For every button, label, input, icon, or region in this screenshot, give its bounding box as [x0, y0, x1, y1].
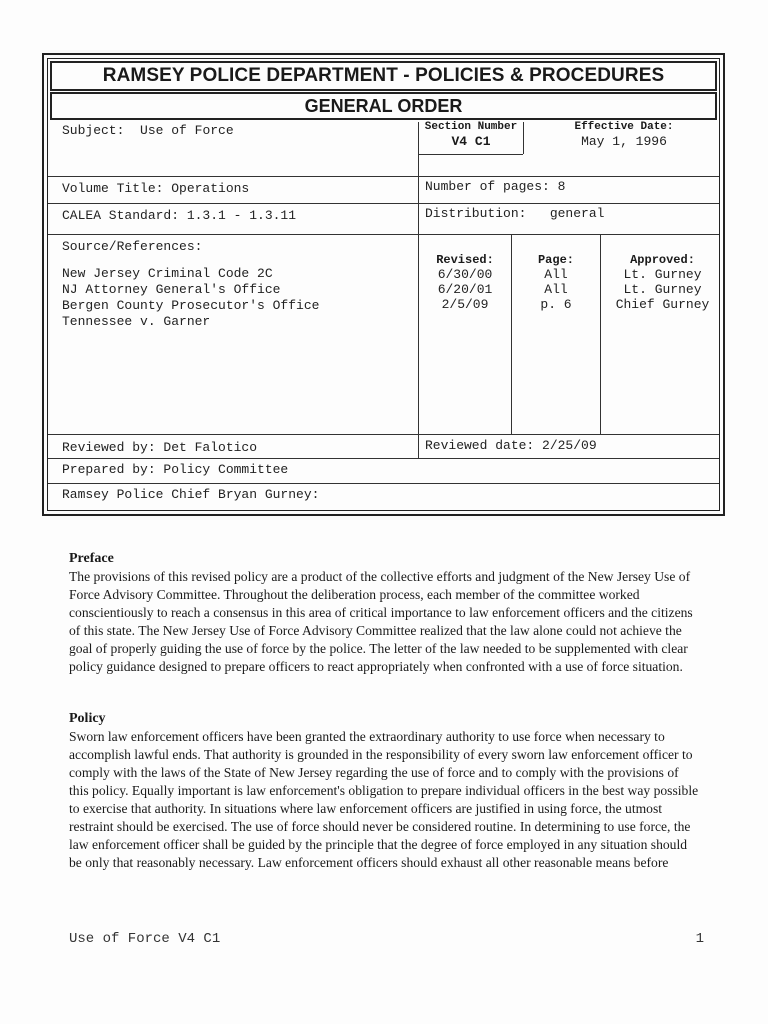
- distribution-field: [425, 206, 604, 221]
- effective-date-label: Effective Date:: [574, 121, 674, 133]
- distribution-label: Distribution:: [425, 206, 527, 221]
- effective-date-field: [524, 121, 724, 149]
- prepared-by: Prepared by: Policy Committee: [62, 462, 289, 477]
- approved-by: Chief Gurney: [615, 297, 710, 312]
- divider: [48, 234, 719, 235]
- preface-section: [69, 550, 699, 676]
- preface-text: The provisions of this revised policy are a product of the collective efforts and judgment of the New Jersey Use of Force Advisory Committee. Throughout the deliberation process, each member of the committee worked conscientiously to reach a consensus in this area of critical importance to law enforcement officers and the citizens of this state. The New Jersey Use of Force Advisory Committee realized that the law alone could not achieve the goal of properly guiding the use of force by the police. The letter of the law needed to be supplemented with clear policy guidance designed to prepare officers to react appropriately when confronted with a use of force situation.: [69, 569, 693, 674]
- revised-date: 6/30/00: [437, 267, 493, 282]
- subject-label: Subject:: [62, 123, 125, 138]
- volume-title: Volume Title: Operations: [62, 181, 250, 196]
- order-type-title: GENERAL ORDER: [50, 92, 717, 120]
- page-column: [512, 253, 600, 312]
- revised-page: All: [544, 267, 568, 282]
- subject-value: Use of Force: [140, 123, 234, 138]
- preface-heading: Preface: [69, 551, 114, 566]
- revised-date: 6/20/01: [437, 282, 493, 297]
- reviewed-by: Reviewed by: Det Falotico: [62, 440, 258, 455]
- calea-standard: CALEA Standard: 1.3.1 - 1.3.11: [62, 208, 297, 223]
- source-label: Source/References:: [62, 239, 203, 254]
- policy-heading: Policy: [69, 711, 106, 726]
- revised-header: Revised:: [436, 253, 494, 267]
- policy-text: Sworn law enforcement officers have been granted the extraordinary authority to use force when necessary to accomplish lawful ends. That authority is grounded in the responsibility of every sworn law enforcement officer to comply with the laws of the State of New Jersey regarding the use of force and to comply with the provisions of this policy. Equally important is law enforcement's obligation to prepare individual officers in the best way possible to exercise that authority. In situations where law enforcement officers are justified in using force, the utmost restraint should be exercised. The use of force should never be considered routine. In determining to use force, the law enforcement officer shall be guided by the principle that the degree of force employed in any situation should be only that reasonably necessary. Law enforcement officers should exhaust all other reasonable means before: [69, 729, 699, 870]
- revised-date: 2/5/09: [441, 297, 489, 312]
- footer-page-number: 1: [695, 931, 704, 947]
- policy-section: [69, 710, 699, 872]
- revised-page: p. 6: [540, 297, 572, 312]
- divider: [418, 154, 523, 155]
- reviewed-date: Reviewed date: 2/25/09: [425, 438, 597, 453]
- divider: [418, 434, 419, 458]
- divider: [48, 176, 719, 177]
- source-item: Bergen County Prosecutor's Office: [62, 298, 320, 313]
- general-order-form: [42, 53, 725, 516]
- section-number-field: [419, 121, 523, 149]
- sources-list: [62, 266, 319, 330]
- divider: [48, 483, 719, 484]
- effective-date-value: May 1, 1996: [581, 134, 667, 149]
- subject-field: [62, 123, 234, 138]
- approved-by: Lt. Gurney: [623, 282, 702, 297]
- source-item: NJ Attorney General's Office: [62, 282, 281, 297]
- approved-column: [601, 253, 724, 312]
- department-title: RAMSEY POLICE DEPARTMENT - POLICIES & PROCEDURES: [50, 61, 717, 91]
- revised-page: All: [544, 282, 568, 297]
- section-number-value: V4 C1: [451, 134, 491, 149]
- approved-by: Lt. Gurney: [623, 267, 702, 282]
- number-of-pages: Number of pages: 8: [425, 179, 566, 194]
- chief-signature-line: Ramsey Police Chief Bryan Gurney:: [62, 487, 320, 502]
- section-number-label: Section Number: [424, 121, 518, 133]
- divider: [48, 203, 719, 204]
- source-item: New Jersey Criminal Code 2C: [62, 266, 273, 281]
- distribution-value: general: [549, 206, 605, 221]
- page-header: Page:: [537, 253, 574, 267]
- form-inner-border: [47, 58, 720, 511]
- approved-header: Approved:: [630, 253, 695, 267]
- footer-document-ref: Use of Force V4 C1: [69, 931, 221, 947]
- divider: [48, 458, 719, 459]
- divider: [48, 434, 719, 435]
- revised-column: [419, 253, 511, 312]
- source-item: Tennessee v. Garner: [62, 314, 211, 329]
